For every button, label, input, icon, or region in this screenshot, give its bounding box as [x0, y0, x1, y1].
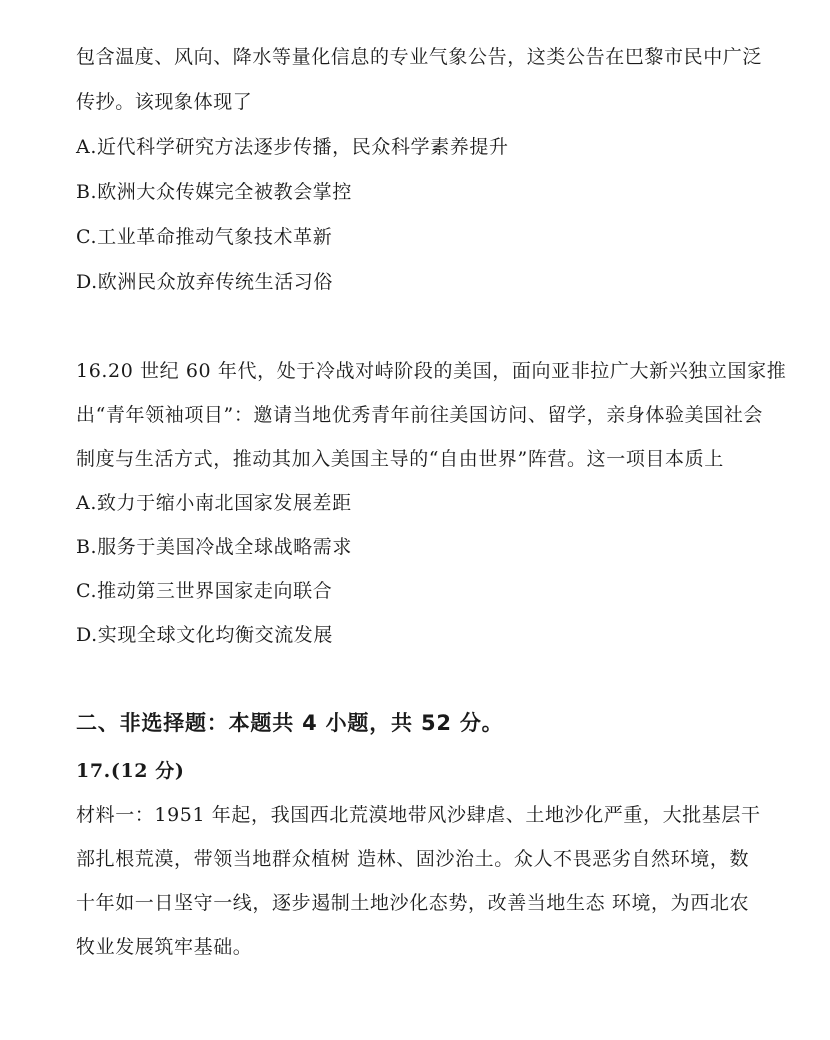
q15-option-c: C.工业革命推动气象技术革新 [76, 226, 333, 248]
q16-option-d: D.实现全球文化均衡交流发展 [76, 624, 333, 646]
q17-material-line-1: 材料一：1951 年起，我国西北荒漠地带风沙肆虐、土地沙化严重，大批基层干 [76, 804, 761, 826]
q17-material-line-2: 部扎根荒漠，带领当地群众植树 造林、固沙治土。众人不畏恶劣自然环境，数 [76, 848, 750, 870]
q17-title: 17.(12 分) [76, 760, 185, 782]
q15-stem-line-2: 传抄。该现象体现了 [76, 91, 253, 113]
q16-option-c: C.推动第三世界国家走向联合 [76, 580, 333, 602]
q16-stem-line-2: 出“青年领袖项目”：邀请当地优秀青年前往美国访问、留学，亲身体验美国社会 [76, 404, 764, 426]
q15-option-a: A.近代科学研究方法逐步传播，民众科学素养提升 [76, 136, 509, 158]
section-heading: 二、非选择题：本题共 4 小题，共 52 分。 [76, 711, 504, 735]
q15-option-d: D.欧洲民众放弃传统生活习俗 [76, 271, 333, 293]
q16-stem-line-1: 16.20 世纪 60 年代，处于冷战对峙阶段的美国，面向亚非拉广大新兴独立国家推 [76, 360, 787, 382]
q16-option-a: A.致力于缩小南北国家发展差距 [76, 492, 352, 514]
q15-option-b: B.欧洲大众传媒完全被教会掌控 [76, 181, 353, 203]
q16-stem-line-3: 制度与生活方式，推动其加入美国主导的“自由世界”阵营。这一项目本质上 [76, 448, 724, 470]
q17-material-line-3: 十年如一日坚守一线，逐步遏制土地沙化态势，改善当地生态 环境，为西北农 [76, 892, 750, 914]
q17-material-line-4: 牧业发展筑牢基础。 [76, 936, 253, 958]
q16-option-b: B.服务于美国冷战全球战略需求 [76, 536, 353, 558]
q15-stem-line-1: 包含温度、风向、降水等量化信息的专业气象公告，这类公告在巴黎市民中广泛 [76, 46, 763, 68]
